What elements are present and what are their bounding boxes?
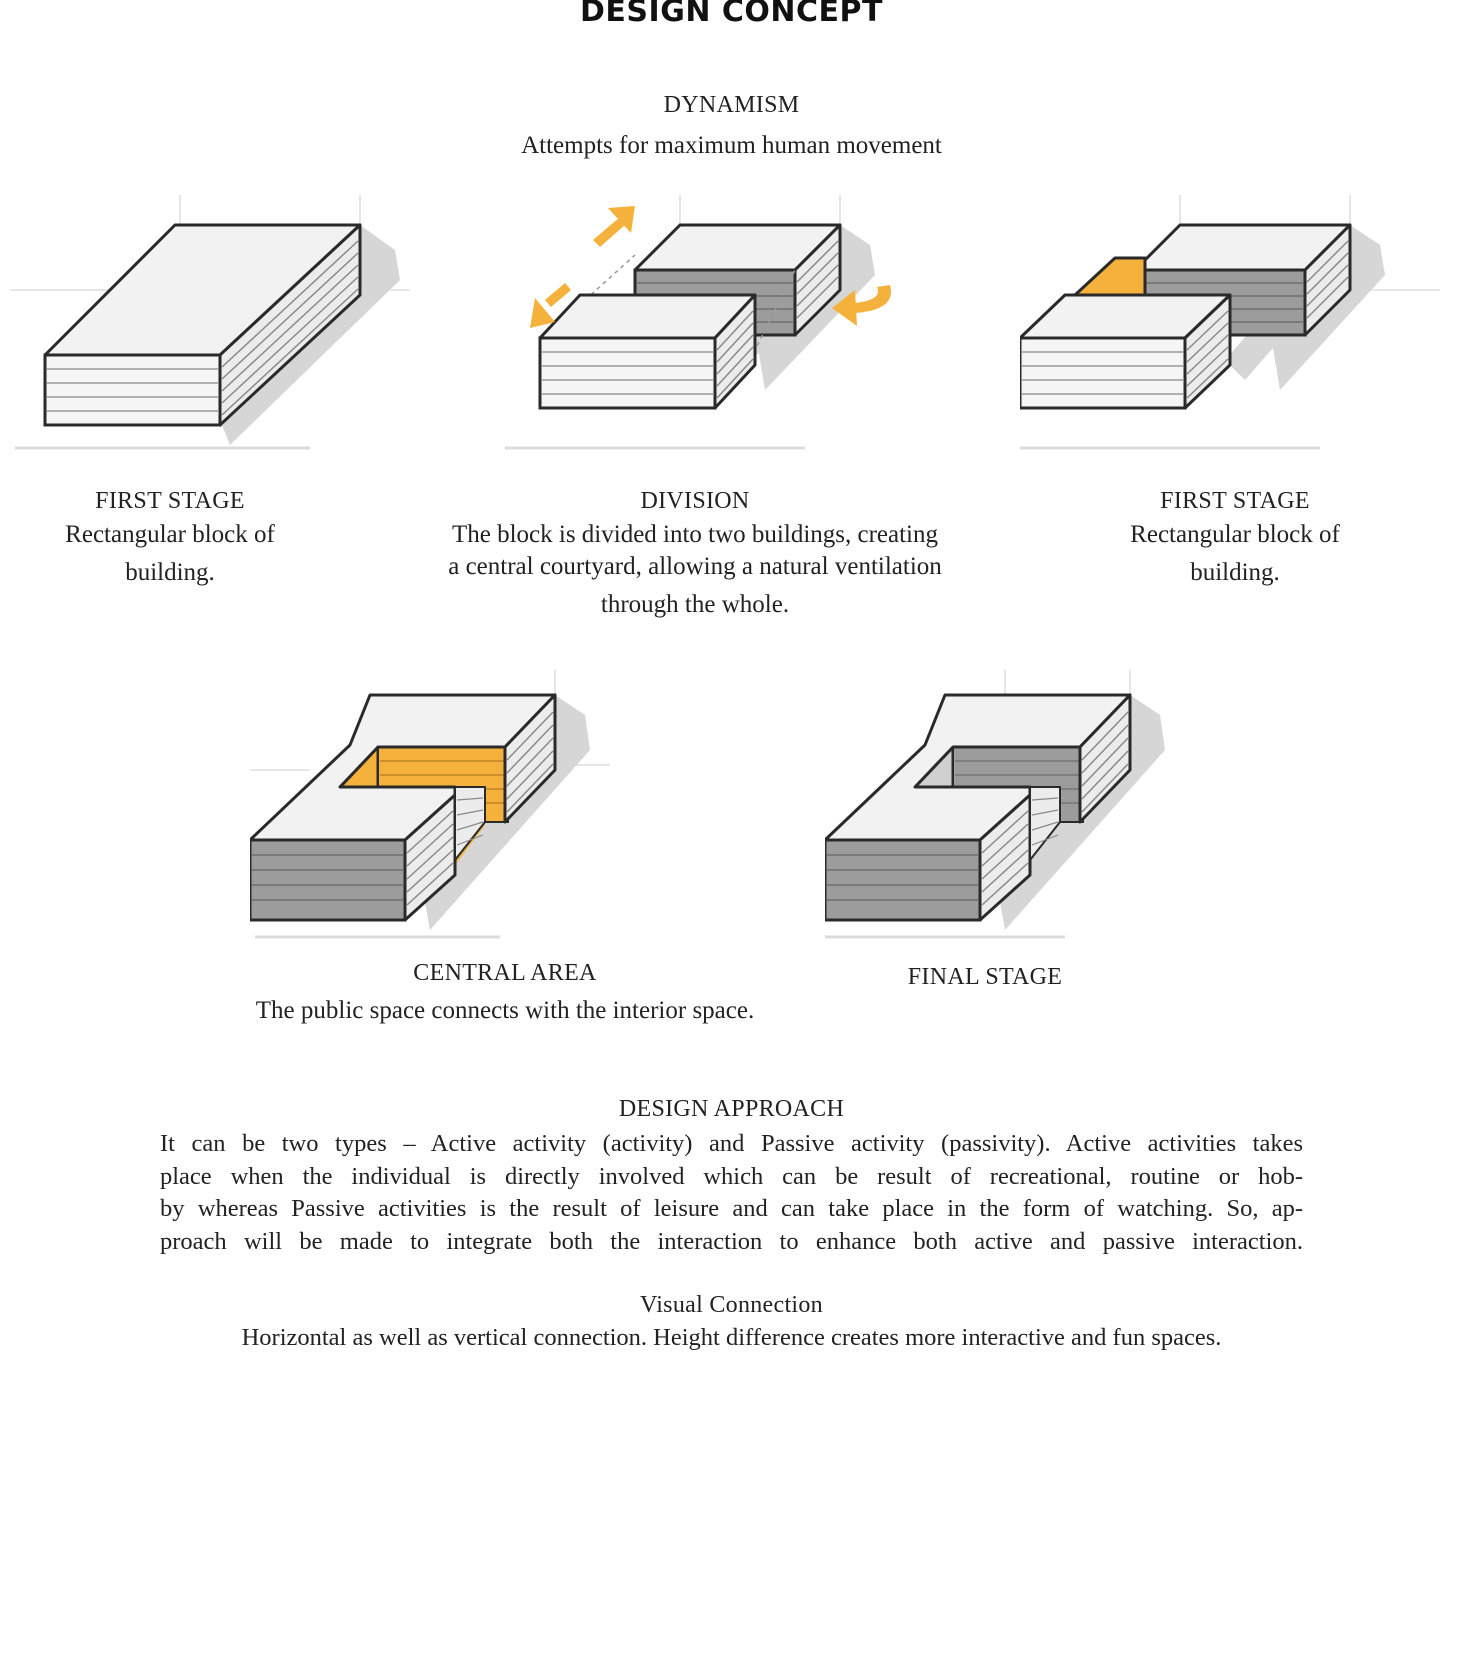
diagram-first-stage-courtyard <box>1020 190 1440 455</box>
stage-heading: FIRST STAGE <box>1160 488 1310 514</box>
stage-caption-division <box>410 486 980 621</box>
design-approach-line: proach will be made to integrate both the interaction to enhance both active and passive interaction. <box>160 1227 1303 1255</box>
page-title: DESIGN CONCEPT <box>580 0 883 29</box>
stage-caption-final <box>860 962 1110 993</box>
diagram-central-area <box>250 665 610 945</box>
stage-heading: DIVISION <box>640 488 750 514</box>
diagram-division-blocks <box>505 190 925 455</box>
design-approach-body <box>160 1128 1303 1258</box>
stage-desc-line: The block is divided into two buildings, creating <box>451 520 939 548</box>
visual-connection-heading: Visual Connection <box>640 1292 823 1318</box>
diagram-first-stage-block <box>10 190 410 455</box>
diagram-final-stage <box>825 665 1185 945</box>
stage-desc-line: Rectangular block of <box>1130 520 1340 548</box>
stage-caption-first-repeat <box>1080 486 1390 589</box>
stage-heading: CENTRAL AREA <box>413 960 597 986</box>
stage-desc-line: building. <box>125 558 215 586</box>
stage-caption-first <box>20 486 320 589</box>
design-approach-line: place when the individual is directly involved which can be result of recreational, routine or hob- <box>160 1162 1303 1190</box>
dynamism-subtitle: Attempts for maximum human movement <box>521 132 942 159</box>
design-approach-line: It can be two types – Active activity (activity) and Passive activity (passivity). Active activities takes <box>160 1130 1303 1157</box>
visual-connection-text: Horizontal as well as vertical connection. Height difference creates more interactive and fun spaces. <box>241 1324 1222 1351</box>
stage-caption-central-area <box>200 958 810 1027</box>
arrow-up-right-icon <box>593 206 635 247</box>
stage-heading: FINAL STAGE <box>907 964 1063 990</box>
stage-desc-line: building. <box>1190 558 1280 586</box>
stage-desc-line: Rectangular block of <box>65 520 275 548</box>
stage-desc-line: through the whole. <box>600 590 790 618</box>
stage-desc-line: The public space connects with the interior space. <box>255 996 755 1024</box>
dynamism-heading: DYNAMISM <box>663 92 800 118</box>
stage-heading: FIRST STAGE <box>95 488 245 514</box>
design-approach-line: by whereas Passive activities is the result of leisure and can take place in the form of watching. So, ap- <box>160 1195 1303 1222</box>
stage-desc-line: a central courtyard, allowing a natural ventilation <box>448 552 942 580</box>
design-approach-heading: DESIGN APPROACH <box>618 1096 845 1122</box>
